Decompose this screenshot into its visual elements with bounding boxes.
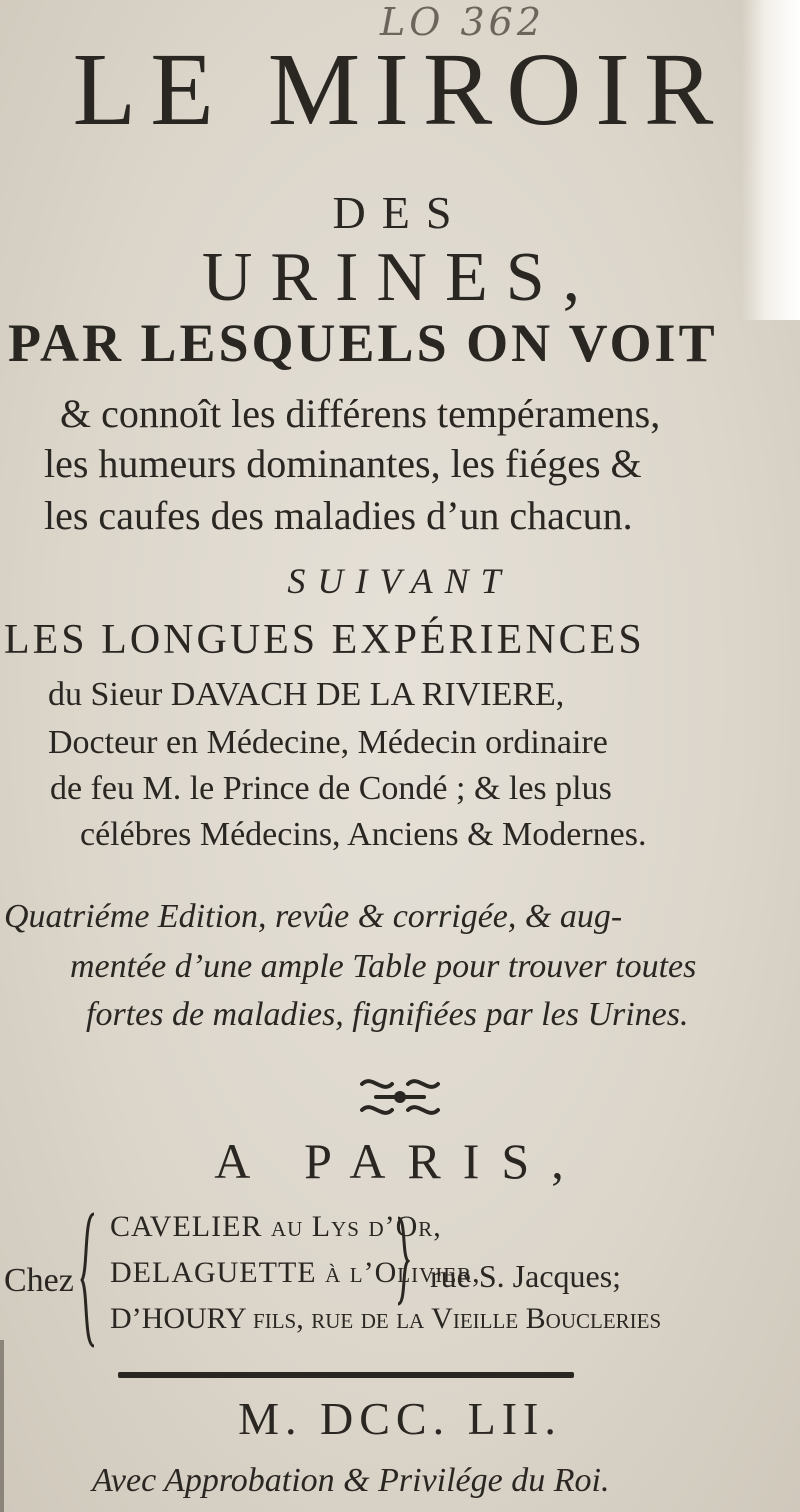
title-line-4: PAR LESQUELS ON VOIT [8,313,718,373]
street-address: rue S. Jacques; [430,1258,622,1294]
title-line-1: LE MIROIR [72,32,728,147]
title-line-2: DES [332,187,468,238]
right-brace-icon [396,1216,410,1306]
subtitle-line: les caufes des maladies d’un chacun. [44,493,633,538]
edition-line: mentée d’une ample Table pour trouver toutes [70,948,697,985]
left-brace-icon [78,1210,98,1350]
shelfmark: LO 362 [380,0,545,44]
publication-date: M. DCC. LII. [238,1393,562,1444]
imprint-chez: Chez [4,1262,74,1299]
author-line: de feu M. le Prince de Condé ; & les plus [50,770,612,807]
edition-line: Quatriéme Edition, revûe & corrigée, & aug- [4,898,623,935]
title-line-3: URINES, [201,239,599,316]
printer-name: DELAGUETTE à l’Olivier, [110,1256,481,1289]
divider-rule [118,1372,574,1378]
author-line: du Sieur DAVACH DE LA RIVIERE, [48,676,565,713]
approbation-line: Avec Approbation & Privilége du Roi. [92,1462,610,1499]
edition-line: fortes de maladies, fignifiées par les Urines. [86,996,689,1033]
author-heading: LES LONGUES EXPÉRIENCES [4,617,645,663]
author-line: Docteur en Médecine, Médecin ordinaire [48,724,608,761]
subtitle-line: les humeurs dominantes, les fiéges & [44,441,642,486]
following-word: SUIVANT [287,561,513,601]
place-of-publication: A PARIS, [214,1133,586,1189]
author-line: célébres Médecins, Anciens & Modernes. [80,816,647,853]
printer-name: CAVELIER au Lys d’Or, [110,1210,442,1243]
printers-ornament-icon [352,1072,448,1122]
subtitle-line: & connoît les différens tempéramens, [60,391,661,436]
printer-name: D’HOURY fils, rue de la Vieille Boucleries [110,1302,662,1335]
